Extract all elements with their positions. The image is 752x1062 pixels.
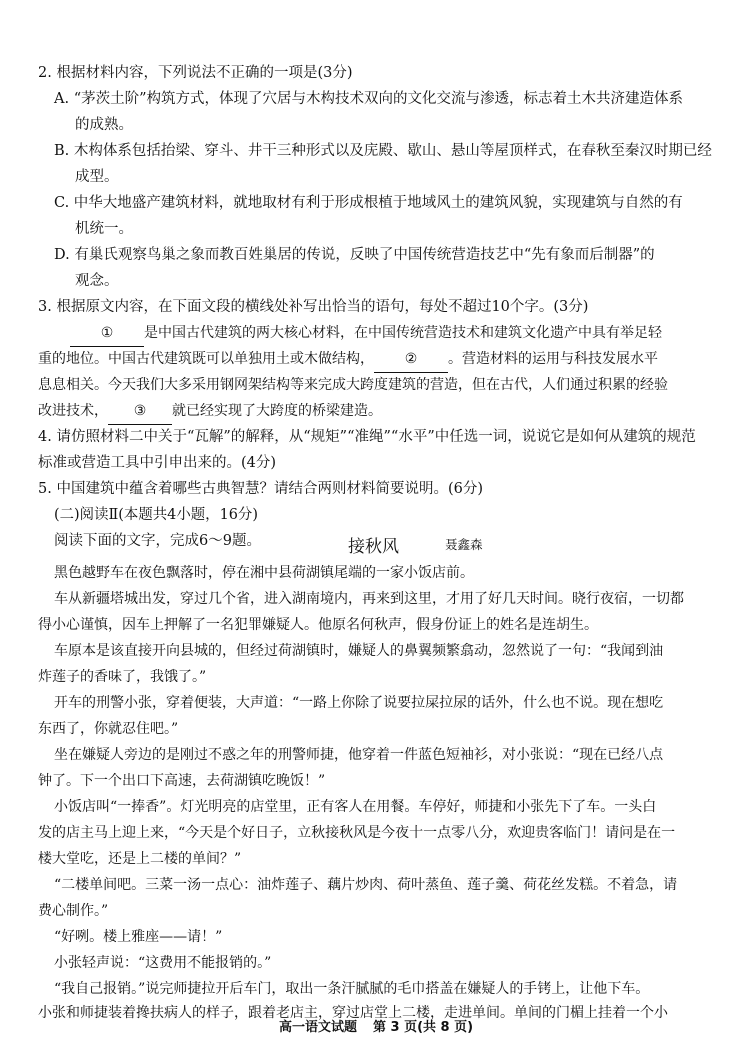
- q3-passage-line4: [38, 398, 382, 425]
- story-p10-line1: “我自己报销。”说完师捷拉开后车门，取出一条汗腻腻的毛巾搭盖在嫌疑人的手铐上，让他下车。: [54, 981, 650, 997]
- story-p6-line3: 楼大堂吃，还是上二楼的单间？”: [38, 851, 242, 867]
- q3-passage-line1: [70, 320, 662, 347]
- q3-blank-2: ②: [374, 346, 448, 373]
- q3-line1-text: 是中国古代建筑的两大核心材料，在中国传统营造技术和建筑文化遗产中具有举足轻: [144, 325, 662, 341]
- story-p7-line2: 费心制作。”: [38, 903, 109, 919]
- q4-line2: 标准或营造工具中引申出来的。(4分): [38, 455, 277, 471]
- page-footer: [0, 1016, 752, 1035]
- q3-blank-3: ③: [108, 398, 172, 425]
- q3-stem: 3. 根据原文内容，在下面文段的横线处补写出恰当的语句，每处不超过10个字。(3分): [38, 299, 589, 315]
- story-p1: 黑色越野车在夜色飘落时，停在湘中县荷湖镇尾端的一家小饭店前。: [54, 565, 474, 581]
- q4-line1: 4. 请仿照材料二中关于“瓦解”的解释，从“规矩”“准绳”“水平”中任选一词，说说它是如何从建筑的规范: [38, 429, 696, 445]
- story-p8: “好咧。楼上雅座——请！”: [54, 929, 223, 945]
- q2-option-a-line2: 的成熟。: [75, 117, 133, 133]
- story-p10-line2: 小张和师捷装着搀扶病人的样子，跟着老店主，穿过店堂上二楼，走进单间。单间的门楣上挂着一个小: [38, 1005, 668, 1021]
- q2-option-a-line1: A. “茅茨土阶”构筑方式，体现了穴居与木构技术双向的文化交流与渗透，标志着土木共济建造体系: [54, 91, 684, 107]
- q3-passage-line3: 息息相关。今天我们大多采用钢网架结构等来完成大跨度建筑的营造，但在古代，人们通过积累的经验: [38, 377, 668, 393]
- q2-option-c-line2: 机统一。: [75, 221, 133, 237]
- story-p2-line1: 车从新疆塔城出发，穿过几个省，进入湖南境内，再来到这里，才用了好几天时间。晓行夜宿，一切都: [54, 591, 684, 607]
- q2-option-b-line2: 成型。: [75, 169, 119, 185]
- section-instruction: 阅读下面的文字，完成6～9题。: [54, 533, 261, 549]
- story-p3-line1: 车原本是该直接开向县城的，但经过荷湖镇时，嫌疑人的鼻翼频繁翕动，忽然说了一句：“我闻到油: [54, 643, 664, 659]
- story-p6-line2: 发的店主马上迎上来，“今天是个好日子，立秋接秋风是今夜十一点零八分，欢迎贵客临门！请问是在一: [38, 825, 676, 841]
- story-p4-line1: 开车的刑警小张，穿着便装，大声道：“一路上你除了说要拉屎拉尿的话外，什么也不说。现在想吃: [54, 695, 664, 711]
- story-author: 聂鑫森: [445, 537, 483, 552]
- story-p6-line1: 小饭店叫“一捧香”。灯光明亮的店堂里，正有客人在用餐。车停好，师捷和小张先下了车。一头白: [54, 799, 657, 815]
- story-p9: 小张轻声说：“这费用不能报销的。”: [54, 955, 272, 971]
- q5-line1: 5. 中国建筑中蕴含着哪些古典智慧？请结合两则材料简要说明。(6分): [38, 481, 483, 497]
- q3-line2-text-a: 重的地位。中国古代建筑既可以单独用土或木做结构，: [38, 351, 374, 367]
- q3-passage-line2: [38, 346, 658, 373]
- story-title: 接秋风: [348, 537, 399, 557]
- story-p2-line2: 得小心谨慎，因车上押解了一名犯罪嫌疑人。他原名何秋声，假身份证上的姓名是连胡生。: [38, 617, 598, 633]
- story-p4-line2: 东西了，你就忍住吧。”: [38, 721, 179, 737]
- footer-page-number: 第 3 页(共 8 页): [372, 1020, 474, 1035]
- q2-option-b-line1: B. 木构体系包括抬梁、穿斗、井干三种形式以及庑殿、歇山、悬山等屋顶样式，在春秋至秦汉时期已经: [54, 143, 712, 159]
- story-p3-line2: 炸莲子的香味了，我饿了。”: [38, 669, 207, 685]
- q2-stem: 2. 根据材料内容，下列说法不正确的一项是(3分): [38, 65, 353, 81]
- story-p5-line1: 坐在嫌疑人旁边的是刚过不惑之年的刑警师捷，他穿着一件蓝色短袖衫，对小张说：“现在已经八点: [54, 747, 664, 763]
- q2-option-c-line1: C. 中华大地盛产建筑材料，就地取材有利于形成根植于地域风土的建筑风貌，实现建筑与自然的有: [54, 195, 683, 211]
- story-p5-line2: 钟了。下一个出口下高速，去荷湖镇吃晚饭！”: [38, 773, 326, 789]
- footer-subject: 高一语文试题: [278, 1020, 357, 1035]
- section-heading: (二)阅读Ⅱ(本题共4小题，16分): [54, 507, 258, 523]
- q3-line4-text-a: 改进技术，: [38, 403, 108, 419]
- story-p7-line1: “二楼单间吧。三菜一汤一点心：油炸莲子、藕片炒肉、荷叶蒸鱼、莲子羹、荷花丝发糕。不着急，请: [54, 877, 678, 893]
- q2-option-d-line2: 观念。: [75, 273, 119, 289]
- q3-line2-text-b: 。营造材料的运用与科技发展水平: [448, 351, 658, 367]
- q3-line4-text-b: 就已经实现了大跨度的桥梁建造。: [172, 403, 382, 419]
- q2-option-d-line1: D. 有巢氏观察鸟巢之象而教百姓巢居的传说，反映了中国传统营造技艺中“先有象而后制器”的: [54, 247, 655, 263]
- q3-blank-1: ①: [70, 320, 144, 347]
